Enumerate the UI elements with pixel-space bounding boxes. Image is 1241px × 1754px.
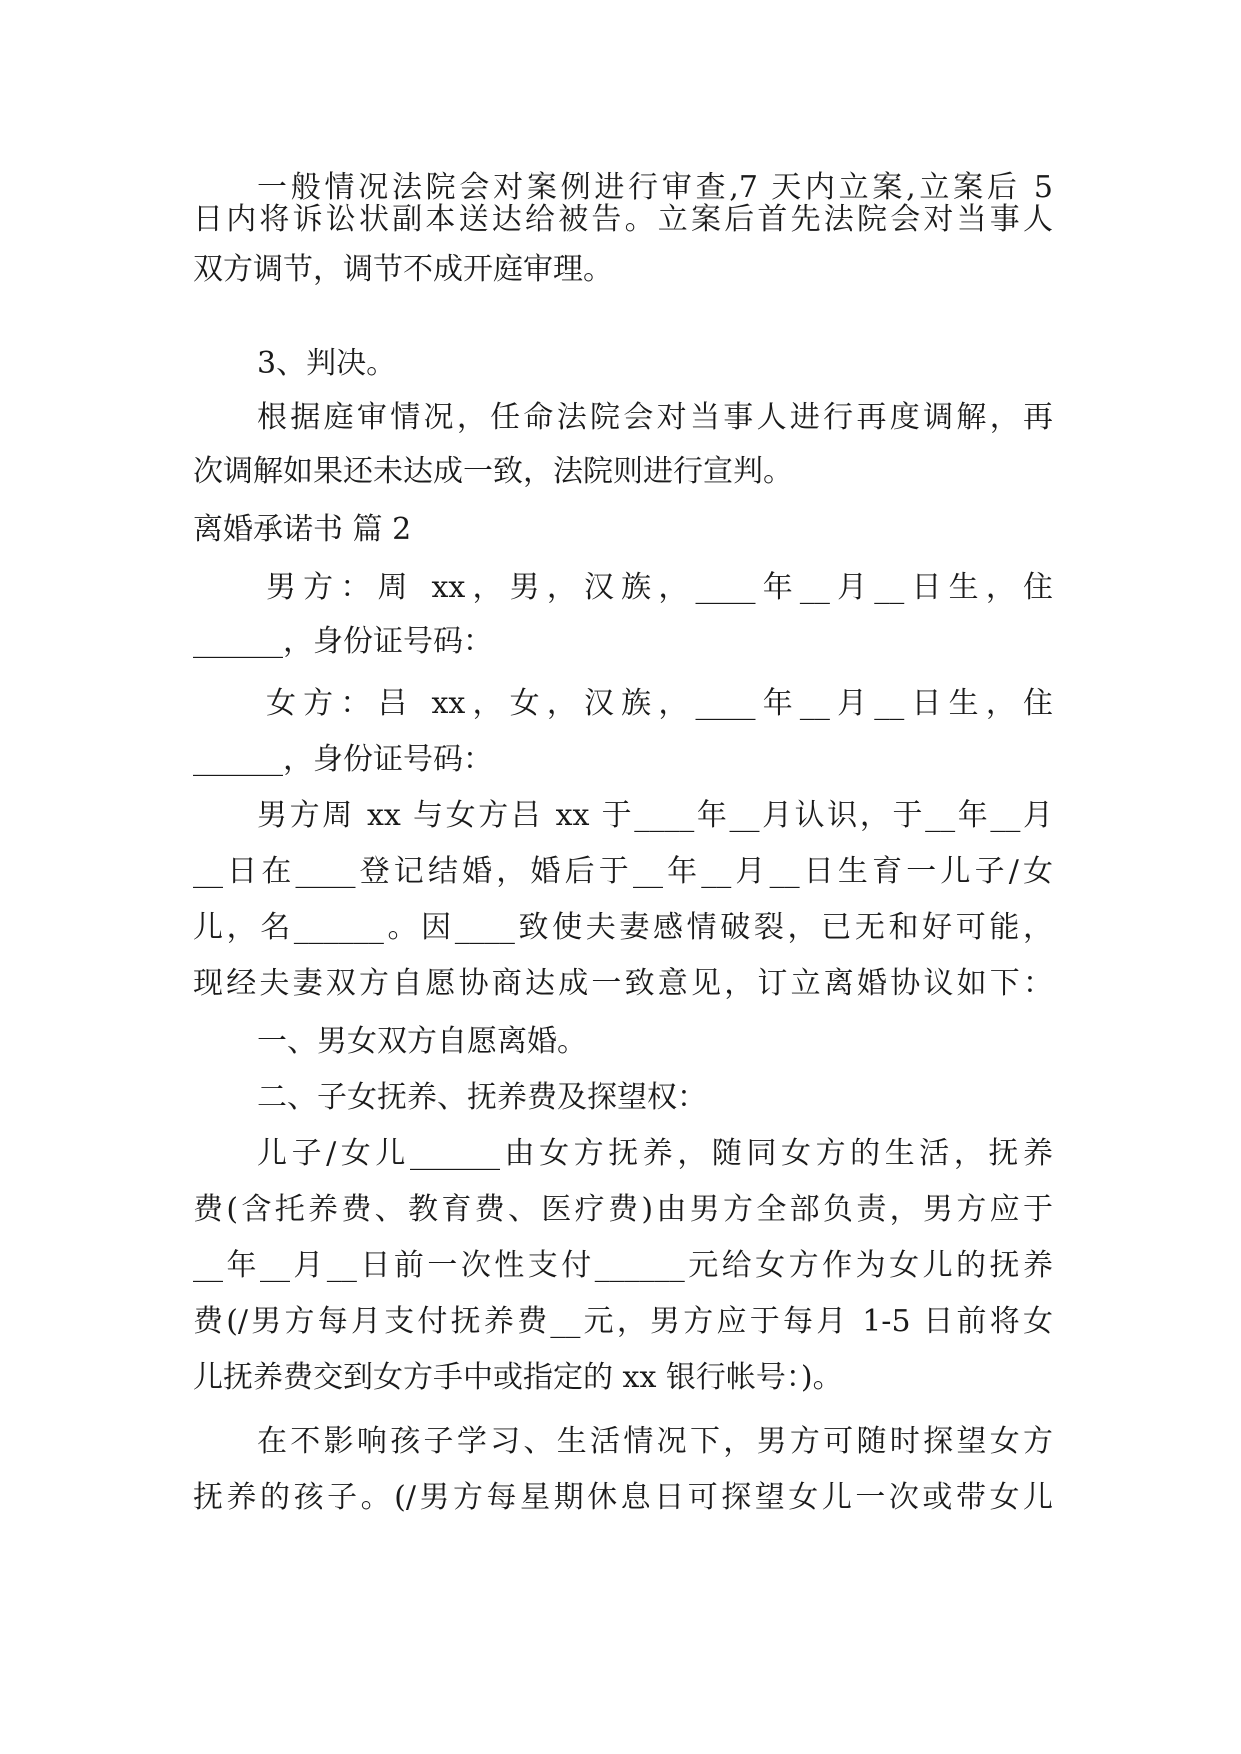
party-line: ______，身份证号码： bbox=[193, 742, 493, 777]
paragraph-line: __年__月__日前一次性支付______元给女方作为女儿的抚养 bbox=[193, 1248, 1053, 1283]
paragraph-line: 一般情况法院会对案例进行审查,7 天内立案,立案后 5 bbox=[257, 170, 1053, 205]
paragraph-line: 费(/男方每月支付抚养费__元，男方应于每月 1-5 日前将女 bbox=[193, 1304, 1053, 1339]
paragraph-line: 抚养的孩子。(/男方每星期休息日可探望女儿一次或带女儿 bbox=[193, 1480, 1053, 1515]
paragraph-line: 次调解如果还未达成一致，法院则进行宣判。 bbox=[193, 454, 793, 489]
paragraph-line: 儿子/女儿______由女方抚养，随同女方的生活，抚养 bbox=[257, 1136, 1053, 1171]
party-line: 女方：吕 xx，女，汉族，____年__月__日生，住 bbox=[266, 686, 1053, 721]
clause-line: 二、子女抚养、抚养费及探望权： bbox=[257, 1080, 707, 1115]
paragraph-line: __日在____登记结婚，婚后于__年__月__日生育一儿子/女 bbox=[193, 854, 1053, 889]
clause-line: 一、男女双方自愿离婚。 bbox=[257, 1024, 587, 1059]
paragraph-line: 日内将诉讼状副本送达给被告。立案后首先法院会对当事人 bbox=[193, 202, 1053, 237]
paragraph-line: 儿抚养费交到女方手中或指定的 xx 银行帐号：)。 bbox=[193, 1360, 843, 1395]
section-heading: 3、判决。 bbox=[257, 346, 397, 381]
paragraph-line: 儿，名______。因____致使夫妻感情破裂，已无和好可能， bbox=[193, 910, 1053, 945]
paragraph-line: 双方调节，调节不成开庭审理。 bbox=[193, 252, 613, 287]
party-line: 男方：周 xx，男，汉族，____年__月__日生，住 bbox=[266, 570, 1053, 605]
article-title: 离婚承诺书 篇 2 bbox=[193, 512, 412, 547]
paragraph-line: 现经夫妻双方自愿协商达成一致意见，订立离婚协议如下： bbox=[193, 966, 1053, 1001]
party-line: ______，身份证号码： bbox=[193, 624, 493, 659]
paragraph-line: 费(含托养费、教育费、医疗费)由男方全部负责，男方应于 bbox=[193, 1192, 1053, 1227]
paragraph-line: 男方周 xx 与女方吕 xx 于____年__月认识，于__年__月 bbox=[257, 798, 1053, 833]
paragraph-line: 根据庭审情况，任命法院会对当事人进行再度调解，再 bbox=[257, 400, 1053, 435]
paragraph-line: 在不影响孩子学习、生活情况下，男方可随时探望女方 bbox=[257, 1424, 1053, 1459]
